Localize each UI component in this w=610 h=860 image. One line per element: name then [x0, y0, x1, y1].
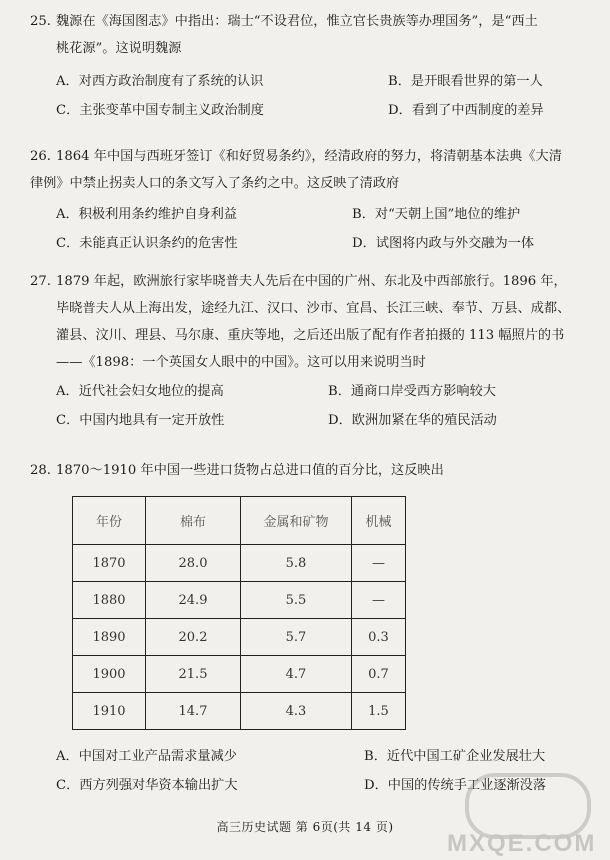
question-25-line-1: 25. 魏源在《海国图志》中指出：瑞士“不设君位，惟立官长贵族等办理国务”，是“西土: [30, 8, 595, 35]
options-row-2: [30, 97, 595, 126]
option-d[interactable]: D．试图将内政与外交融为一体: [352, 236, 535, 251]
option-c[interactable]: C．主张变革中国专制主义政治制度: [56, 103, 264, 118]
options-row-1: [30, 201, 595, 230]
option-a[interactable]: A．积极利用条约维护自身利益: [56, 207, 237, 222]
options-row-2: [30, 230, 595, 259]
table-cell: 0.3: [352, 619, 406, 656]
table-cell: 5.8: [241, 545, 352, 582]
option-a[interactable]: A．近代社会妇女地位的提高: [56, 384, 224, 399]
table-cell: 21.5: [146, 656, 241, 693]
option-c[interactable]: C．中国内地具有一定开放性: [56, 413, 225, 428]
table-cell: 1900: [73, 656, 146, 693]
table-row: [73, 545, 406, 582]
options-row-1: [30, 743, 595, 772]
question-27-line-3: 灌县、汶川、理县、马尔康、重庆等地，之后还出版了配有作者拍摄的 113 幅照片的书: [56, 328, 565, 343]
table-cell: 1.5: [352, 693, 406, 730]
question-27-line-4: ——《1898：一个英国女人眼中的中国》。这可以用来说明当时: [56, 355, 426, 370]
question-number: 28.: [30, 463, 51, 478]
question-27: [30, 268, 595, 436]
question-26-line-1: 26. 1864 年中国与西班牙签订《和好贸易条约》，经清政府的努力，将清朝基本法典《大清: [30, 143, 595, 170]
options-row-2: [30, 407, 595, 436]
question-28-line-1: 28. 1870～1910 年中国一些进口货物占总进口值的百分比，这反映出: [30, 457, 595, 484]
header-cotton-cloth: 棉布: [146, 497, 241, 545]
table-header-row: [73, 497, 406, 545]
option-b[interactable]: B．近代中国工矿企业发展壮大: [364, 749, 546, 764]
options-row-1: [30, 68, 595, 97]
question-28: [30, 457, 595, 484]
options-row-1: [30, 378, 595, 407]
option-c[interactable]: C．西方列强对华资本输出扩大: [56, 778, 238, 793]
table-cell: 1880: [73, 582, 146, 619]
header-year: 年份: [73, 497, 146, 545]
table-row: [73, 656, 406, 693]
table-cell: 5.5: [241, 582, 352, 619]
option-c[interactable]: C．未能真正认识条约的危害性: [56, 236, 238, 251]
table-cell: 4.3: [241, 693, 352, 730]
option-d[interactable]: D．欧洲加紧在华的殖民活动: [328, 413, 497, 428]
option-b[interactable]: B．对“天朝上国”地位的维护: [352, 207, 521, 222]
table-row: [73, 693, 406, 730]
header-metals-minerals: 金属和矿物: [241, 497, 352, 545]
table-cell: 4.7: [241, 656, 352, 693]
option-a[interactable]: A．中国对工业产品需求量减少: [56, 749, 237, 764]
question-number: 27.: [30, 274, 51, 289]
table-row: [73, 582, 406, 619]
table-cell: 14.7: [146, 693, 241, 730]
question-number: 25.: [30, 14, 51, 29]
question-26-line-2: 律例》中禁止拐卖人口的条文写入了条约之中。这反映了清政府: [30, 176, 400, 191]
table-row: [73, 619, 406, 656]
option-b[interactable]: B．是开眼看世界的第一人: [388, 74, 543, 89]
table-cell: 1890: [73, 619, 146, 656]
table-cell: 0.7: [352, 656, 406, 693]
question-27-line-1: 27. 1879 年起，欧洲旅行家毕晓普夫人先后在中国的广州、东北及中西部旅行。1896 年，: [30, 268, 595, 295]
table-cell: 20.2: [146, 619, 241, 656]
table-cell: 1910: [73, 693, 146, 730]
table-cell: 1870: [73, 545, 146, 582]
option-d[interactable]: D．看到了中西制度的差异: [388, 103, 544, 118]
import-percentage-table: [72, 496, 406, 730]
table-cell: —: [352, 545, 406, 582]
header-machinery: 机械: [352, 497, 406, 545]
question-26: [30, 143, 595, 259]
watermark-text: MXQE.COM: [447, 830, 597, 857]
question-27-line-2: 毕晓普夫人从上海出发，途经九江、汉口、沙市、宜昌、长江三峡、奉节、万县、成都、: [56, 301, 571, 316]
question-25: [30, 8, 595, 126]
question-28-options: [30, 743, 595, 801]
question-25-line-2: 桃花源”。这说明魏源: [56, 41, 182, 56]
table-cell: 24.9: [146, 582, 241, 619]
options-row-2: [30, 772, 595, 801]
table-cell: 28.0: [146, 545, 241, 582]
option-a[interactable]: A．对西方政治制度有了系统的认识: [56, 74, 264, 89]
question-number: 26.: [30, 149, 51, 164]
table-cell: —: [352, 582, 406, 619]
page-footer: 高三历史试题 第 6页(共 14 页): [216, 820, 394, 834]
option-b[interactable]: B．通商口岸受西方影响较大: [328, 384, 496, 399]
option-d[interactable]: D．中国的传统手工业逐渐没落: [364, 778, 547, 793]
table-cell: 5.7: [241, 619, 352, 656]
